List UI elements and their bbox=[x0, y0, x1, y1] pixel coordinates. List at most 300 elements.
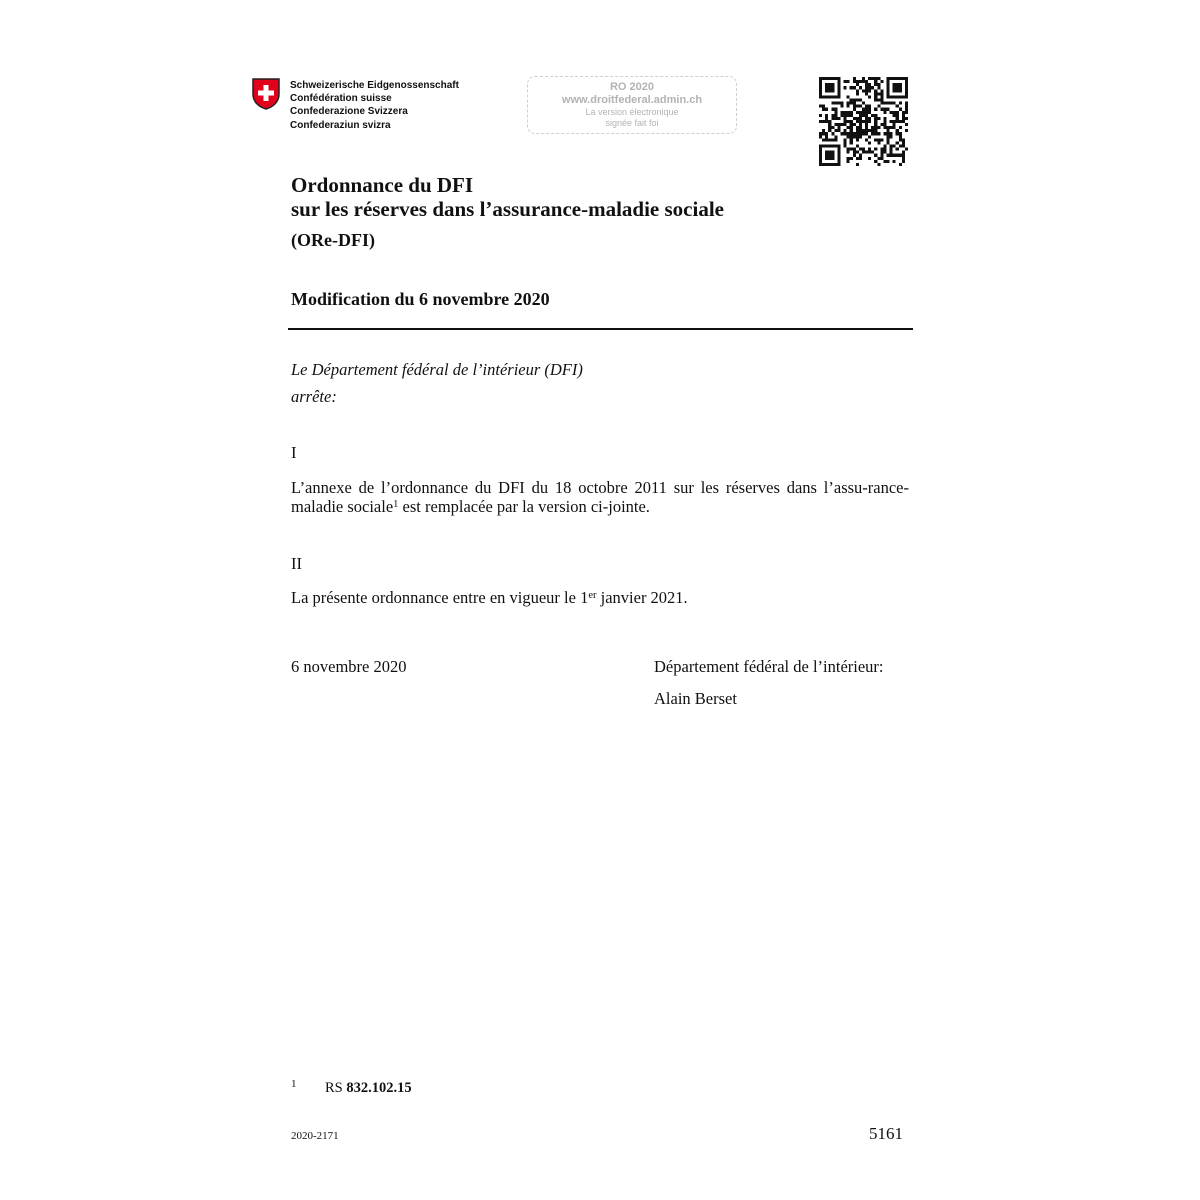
qr-module bbox=[844, 132, 847, 135]
qr-module bbox=[819, 92, 822, 95]
qr-module bbox=[896, 95, 899, 98]
qr-module bbox=[902, 120, 905, 123]
qr-module bbox=[899, 95, 902, 98]
qr-module bbox=[890, 120, 893, 123]
qr-module bbox=[896, 77, 899, 80]
qr-module bbox=[844, 141, 847, 144]
qr-module bbox=[831, 154, 834, 157]
qr-module bbox=[825, 77, 828, 80]
qr-module bbox=[837, 80, 840, 83]
qr-module bbox=[902, 138, 905, 141]
qr-module bbox=[822, 108, 825, 111]
qr-module bbox=[822, 163, 825, 166]
qr-module bbox=[874, 83, 877, 86]
qr-module bbox=[902, 77, 905, 80]
qr-module bbox=[877, 138, 880, 141]
qr-module bbox=[825, 132, 828, 135]
qr-module bbox=[887, 135, 890, 138]
qr-module bbox=[859, 120, 862, 123]
document-number: 2020-2171 bbox=[291, 1130, 339, 1142]
qr-module bbox=[877, 163, 880, 166]
qr-module bbox=[877, 86, 880, 89]
qr-module bbox=[859, 80, 862, 83]
qr-module bbox=[905, 89, 908, 92]
qr-module bbox=[853, 98, 856, 101]
qr-module bbox=[890, 148, 893, 151]
qr-module bbox=[825, 86, 828, 89]
qr-module bbox=[905, 92, 908, 95]
qr-module bbox=[890, 151, 893, 154]
qr-module bbox=[905, 129, 908, 132]
qr-module bbox=[856, 117, 859, 120]
qr-module bbox=[825, 151, 828, 154]
qr-module bbox=[862, 111, 865, 114]
qr-module bbox=[840, 132, 843, 135]
qr-module bbox=[893, 120, 896, 123]
qr-code-icon bbox=[819, 77, 908, 166]
qr-module bbox=[887, 102, 890, 105]
qr-module bbox=[899, 86, 902, 89]
qr-module bbox=[828, 123, 831, 126]
qr-module bbox=[880, 154, 883, 157]
qr-module bbox=[893, 77, 896, 80]
footnote-reference-number[interactable]: 832.102.15 bbox=[346, 1080, 412, 1096]
qr-module bbox=[834, 111, 837, 114]
qr-module bbox=[874, 89, 877, 92]
qr-module bbox=[893, 123, 896, 126]
qr-module bbox=[899, 132, 902, 135]
qr-module bbox=[831, 89, 834, 92]
qr-module bbox=[890, 95, 893, 98]
qr-module bbox=[868, 105, 871, 108]
qr-module bbox=[890, 145, 893, 148]
qr-module bbox=[905, 105, 908, 108]
qr-module bbox=[831, 163, 834, 166]
qr-module bbox=[859, 117, 862, 120]
qr-module bbox=[819, 154, 822, 157]
qr-module bbox=[844, 123, 847, 126]
qr-module bbox=[834, 145, 837, 148]
qr-module bbox=[822, 138, 825, 141]
qr-module bbox=[831, 114, 834, 117]
qr-module bbox=[844, 138, 847, 141]
qr-module bbox=[883, 117, 886, 120]
qr-module bbox=[825, 154, 828, 157]
qr-module bbox=[899, 154, 902, 157]
qr-module bbox=[887, 160, 890, 163]
qr-module bbox=[874, 80, 877, 83]
qr-module bbox=[837, 95, 840, 98]
qr-module bbox=[874, 120, 877, 123]
qr-module bbox=[844, 120, 847, 123]
qr-module bbox=[837, 92, 840, 95]
qr-module bbox=[825, 120, 828, 123]
qr-module bbox=[837, 145, 840, 148]
qr-module bbox=[868, 135, 871, 138]
qr-module bbox=[902, 151, 905, 154]
qr-module bbox=[896, 83, 899, 86]
qr-module bbox=[883, 126, 886, 129]
qr-module bbox=[831, 145, 834, 148]
qr-module bbox=[865, 83, 868, 86]
qr-module bbox=[856, 135, 859, 138]
qr-module bbox=[893, 83, 896, 86]
qr-module bbox=[899, 145, 902, 148]
section-2-text-a: La présente ordonnance entre en vigueur le 1 bbox=[291, 588, 589, 607]
qr-module bbox=[859, 132, 862, 135]
qr-module bbox=[844, 86, 847, 89]
qr-module bbox=[871, 151, 874, 154]
section-1-paragraph bbox=[291, 478, 909, 516]
qr-module bbox=[899, 77, 902, 80]
signature-signer: Alain Berset bbox=[654, 689, 737, 708]
qr-module bbox=[825, 108, 828, 111]
qr-module bbox=[831, 86, 834, 89]
qr-module bbox=[890, 154, 893, 157]
qr-module bbox=[902, 160, 905, 163]
qr-module bbox=[819, 132, 822, 135]
qr-module bbox=[856, 145, 859, 148]
qr-module bbox=[905, 95, 908, 98]
stamp-url: www.droitfederal.admin.ch bbox=[561, 94, 703, 106]
qr-module bbox=[837, 163, 840, 166]
qr-module bbox=[887, 141, 890, 144]
qr-module bbox=[819, 86, 822, 89]
confederation-names bbox=[290, 79, 459, 132]
stamp-note-2: signée fait foi bbox=[605, 118, 659, 128]
qr-module bbox=[862, 114, 865, 117]
qr-module bbox=[837, 160, 840, 163]
qr-module bbox=[856, 80, 859, 83]
qr-module bbox=[865, 92, 868, 95]
qr-module bbox=[825, 163, 828, 166]
qr-module bbox=[887, 132, 890, 135]
qr-module bbox=[868, 120, 871, 123]
qr-module bbox=[828, 154, 831, 157]
qr-module bbox=[822, 77, 825, 80]
qr-module bbox=[825, 157, 828, 160]
qr-module bbox=[856, 126, 859, 129]
page-number: 5161 bbox=[869, 1124, 903, 1143]
qr-module bbox=[825, 83, 828, 86]
qr-module bbox=[893, 126, 896, 129]
qr-module bbox=[844, 117, 847, 120]
qr-module bbox=[847, 120, 850, 123]
qr-module bbox=[902, 111, 905, 114]
qr-module bbox=[862, 132, 865, 135]
qr-module bbox=[847, 105, 850, 108]
qr-module bbox=[825, 89, 828, 92]
qr-module bbox=[819, 77, 822, 80]
qr-module bbox=[840, 123, 843, 126]
qr-module bbox=[850, 132, 853, 135]
qr-module bbox=[837, 83, 840, 86]
qr-module bbox=[850, 157, 853, 160]
qr-module bbox=[831, 151, 834, 154]
qr-module bbox=[893, 154, 896, 157]
qr-module bbox=[880, 151, 883, 154]
section-number-2: II bbox=[291, 554, 302, 573]
qr-module bbox=[828, 120, 831, 123]
qr-module bbox=[899, 89, 902, 92]
qr-module bbox=[887, 77, 890, 80]
qr-module bbox=[896, 154, 899, 157]
qr-module bbox=[853, 86, 856, 89]
qr-module bbox=[828, 86, 831, 89]
swiss-cross-coat-of-arms-icon bbox=[251, 78, 281, 110]
qr-module bbox=[905, 108, 908, 111]
qr-module bbox=[859, 86, 862, 89]
preamble-authority: Le Département fédéral de l’intérieur (DFI) bbox=[291, 360, 583, 379]
qr-module bbox=[877, 157, 880, 160]
qr-module bbox=[850, 111, 853, 114]
qr-module bbox=[844, 80, 847, 83]
qr-module bbox=[877, 105, 880, 108]
qr-module bbox=[871, 77, 874, 80]
qr-module bbox=[883, 102, 886, 105]
qr-module bbox=[837, 154, 840, 157]
qr-module bbox=[853, 154, 856, 157]
signature-date: 6 novembre 2020 bbox=[291, 657, 407, 676]
qr-module bbox=[902, 154, 905, 157]
qr-module bbox=[850, 126, 853, 129]
qr-module bbox=[856, 105, 859, 108]
footnote-text bbox=[325, 1080, 412, 1097]
qr-module bbox=[890, 135, 893, 138]
qr-module bbox=[865, 114, 868, 117]
qr-module bbox=[856, 163, 859, 166]
qr-module bbox=[877, 132, 880, 135]
qr-module bbox=[893, 102, 896, 105]
qr-module bbox=[893, 160, 896, 163]
qr-module bbox=[856, 151, 859, 154]
qr-module bbox=[883, 151, 886, 154]
qr-module bbox=[877, 77, 880, 80]
qr-module bbox=[828, 83, 831, 86]
qr-module bbox=[874, 154, 877, 157]
qr-module bbox=[883, 108, 886, 111]
qr-module bbox=[850, 120, 853, 123]
qr-module bbox=[844, 129, 847, 132]
qr-module bbox=[819, 83, 822, 86]
qr-module bbox=[819, 120, 822, 123]
qr-module bbox=[859, 126, 862, 129]
qr-module bbox=[883, 120, 886, 123]
qr-module bbox=[896, 120, 899, 123]
qr-module bbox=[834, 135, 837, 138]
qr-module bbox=[893, 114, 896, 117]
qr-module bbox=[880, 157, 883, 160]
qr-module bbox=[899, 108, 902, 111]
qr-module bbox=[877, 98, 880, 101]
qr-module bbox=[871, 129, 874, 132]
qr-module bbox=[896, 129, 899, 132]
qr-module bbox=[853, 151, 856, 154]
qr-module bbox=[865, 86, 868, 89]
qr-module bbox=[862, 148, 865, 151]
qr-module bbox=[905, 117, 908, 120]
qr-module bbox=[850, 102, 853, 105]
qr-module bbox=[890, 132, 893, 135]
qr-module bbox=[850, 135, 853, 138]
qr-module bbox=[865, 138, 868, 141]
qr-module bbox=[831, 157, 834, 160]
qr-module bbox=[902, 157, 905, 160]
qr-module bbox=[828, 151, 831, 154]
qr-module bbox=[834, 129, 837, 132]
qr-module bbox=[868, 86, 871, 89]
qr-module bbox=[828, 89, 831, 92]
qr-module bbox=[905, 80, 908, 83]
qr-module bbox=[819, 80, 822, 83]
qr-module bbox=[905, 102, 908, 105]
qr-module bbox=[887, 92, 890, 95]
signature-department: Département fédéral de l’intérieur: bbox=[654, 657, 884, 676]
qr-module bbox=[899, 120, 902, 123]
qr-module bbox=[834, 163, 837, 166]
qr-module bbox=[844, 114, 847, 117]
section-1-text-a: L’annexe de l’ordonnance du DFI du 18 octobre 2011 sur les réserves dans l’assu-rance-maladie sociale bbox=[291, 478, 909, 516]
qr-module bbox=[822, 132, 825, 135]
qr-module bbox=[862, 80, 865, 83]
qr-module bbox=[831, 95, 834, 98]
qr-module bbox=[853, 123, 856, 126]
qr-module bbox=[874, 98, 877, 101]
qr-module bbox=[825, 145, 828, 148]
qr-module bbox=[868, 157, 871, 160]
qr-module bbox=[856, 111, 859, 114]
qr-module bbox=[847, 157, 850, 160]
qr-module bbox=[819, 89, 822, 92]
qr-module bbox=[862, 108, 865, 111]
qr-module bbox=[905, 83, 908, 86]
qr-module bbox=[822, 145, 825, 148]
qr-module bbox=[871, 114, 874, 117]
qr-module bbox=[883, 160, 886, 163]
qr-module bbox=[837, 129, 840, 132]
qr-module bbox=[859, 154, 862, 157]
qr-module bbox=[837, 123, 840, 126]
qr-module bbox=[877, 141, 880, 144]
qr-module bbox=[905, 111, 908, 114]
qr-module bbox=[853, 135, 856, 138]
qr-module bbox=[887, 126, 890, 129]
qr-module bbox=[837, 117, 840, 120]
qr-module bbox=[837, 157, 840, 160]
qr-module bbox=[902, 95, 905, 98]
qr-module bbox=[850, 114, 853, 117]
qr-module bbox=[831, 77, 834, 80]
preamble-verb: arrête: bbox=[291, 387, 337, 406]
qr-module bbox=[825, 138, 828, 141]
qr-module bbox=[840, 105, 843, 108]
qr-module bbox=[868, 89, 871, 92]
qr-module bbox=[887, 83, 890, 86]
qr-module bbox=[834, 123, 837, 126]
qr-module bbox=[856, 138, 859, 141]
qr-module bbox=[868, 108, 871, 111]
qr-module bbox=[825, 117, 828, 120]
qr-module bbox=[883, 123, 886, 126]
qr-module bbox=[847, 135, 850, 138]
qr-module bbox=[902, 117, 905, 120]
qr-module bbox=[880, 80, 883, 83]
qr-module bbox=[874, 117, 877, 120]
qr-module bbox=[871, 86, 874, 89]
qr-module bbox=[859, 105, 862, 108]
qr-module bbox=[856, 92, 859, 95]
qr-module bbox=[831, 108, 834, 111]
qr-module bbox=[850, 148, 853, 151]
qr-module bbox=[874, 148, 877, 151]
qr-module bbox=[868, 95, 871, 98]
qr-module bbox=[840, 102, 843, 105]
qr-module bbox=[899, 163, 902, 166]
qr-module bbox=[840, 114, 843, 117]
qr-module bbox=[856, 120, 859, 123]
qr-module bbox=[896, 132, 899, 135]
qr-module bbox=[880, 148, 883, 151]
qr-module bbox=[822, 95, 825, 98]
qr-module bbox=[834, 117, 837, 120]
qr-module bbox=[868, 148, 871, 151]
stamp-collection: RO 2020 bbox=[609, 81, 655, 93]
title-line-1: Ordonnance du DFI bbox=[291, 173, 474, 197]
qr-module bbox=[887, 154, 890, 157]
qr-module bbox=[893, 95, 896, 98]
qr-module bbox=[874, 95, 877, 98]
qr-module bbox=[880, 89, 883, 92]
qr-module bbox=[874, 126, 877, 129]
qr-module bbox=[905, 123, 908, 126]
qr-module bbox=[828, 77, 831, 80]
qr-module bbox=[899, 135, 902, 138]
qr-module bbox=[865, 120, 868, 123]
qr-module bbox=[850, 86, 853, 89]
qr-module bbox=[887, 95, 890, 98]
footnote-reference[interactable]: 1 bbox=[393, 499, 399, 510]
modification-heading: Modification du 6 novembre 2020 bbox=[291, 289, 550, 309]
qr-module bbox=[865, 111, 868, 114]
qr-module bbox=[865, 108, 868, 111]
qr-module bbox=[887, 86, 890, 89]
qr-module bbox=[847, 132, 850, 135]
qr-module bbox=[819, 157, 822, 160]
qr-module bbox=[880, 138, 883, 141]
section-1-text-b: est remplacée par la version ci-jointe. bbox=[398, 497, 650, 516]
qr-module bbox=[825, 95, 828, 98]
qr-module bbox=[880, 95, 883, 98]
qr-module bbox=[896, 148, 899, 151]
qr-module bbox=[862, 102, 865, 105]
qr-module bbox=[868, 83, 871, 86]
qr-module bbox=[856, 157, 859, 160]
stamp-note-1: La version électronique bbox=[585, 107, 679, 117]
qr-module bbox=[899, 126, 902, 129]
qr-module bbox=[850, 129, 853, 132]
qr-module bbox=[819, 135, 822, 138]
qr-module bbox=[837, 89, 840, 92]
qr-module bbox=[868, 111, 871, 114]
qr-module bbox=[905, 86, 908, 89]
qr-module bbox=[859, 123, 862, 126]
qr-module bbox=[902, 141, 905, 144]
qr-module bbox=[865, 117, 868, 120]
qr-module bbox=[853, 102, 856, 105]
qr-module bbox=[859, 157, 862, 160]
title-abbreviation: (ORe-DFI) bbox=[291, 230, 375, 250]
section-2-paragraph bbox=[291, 588, 688, 607]
